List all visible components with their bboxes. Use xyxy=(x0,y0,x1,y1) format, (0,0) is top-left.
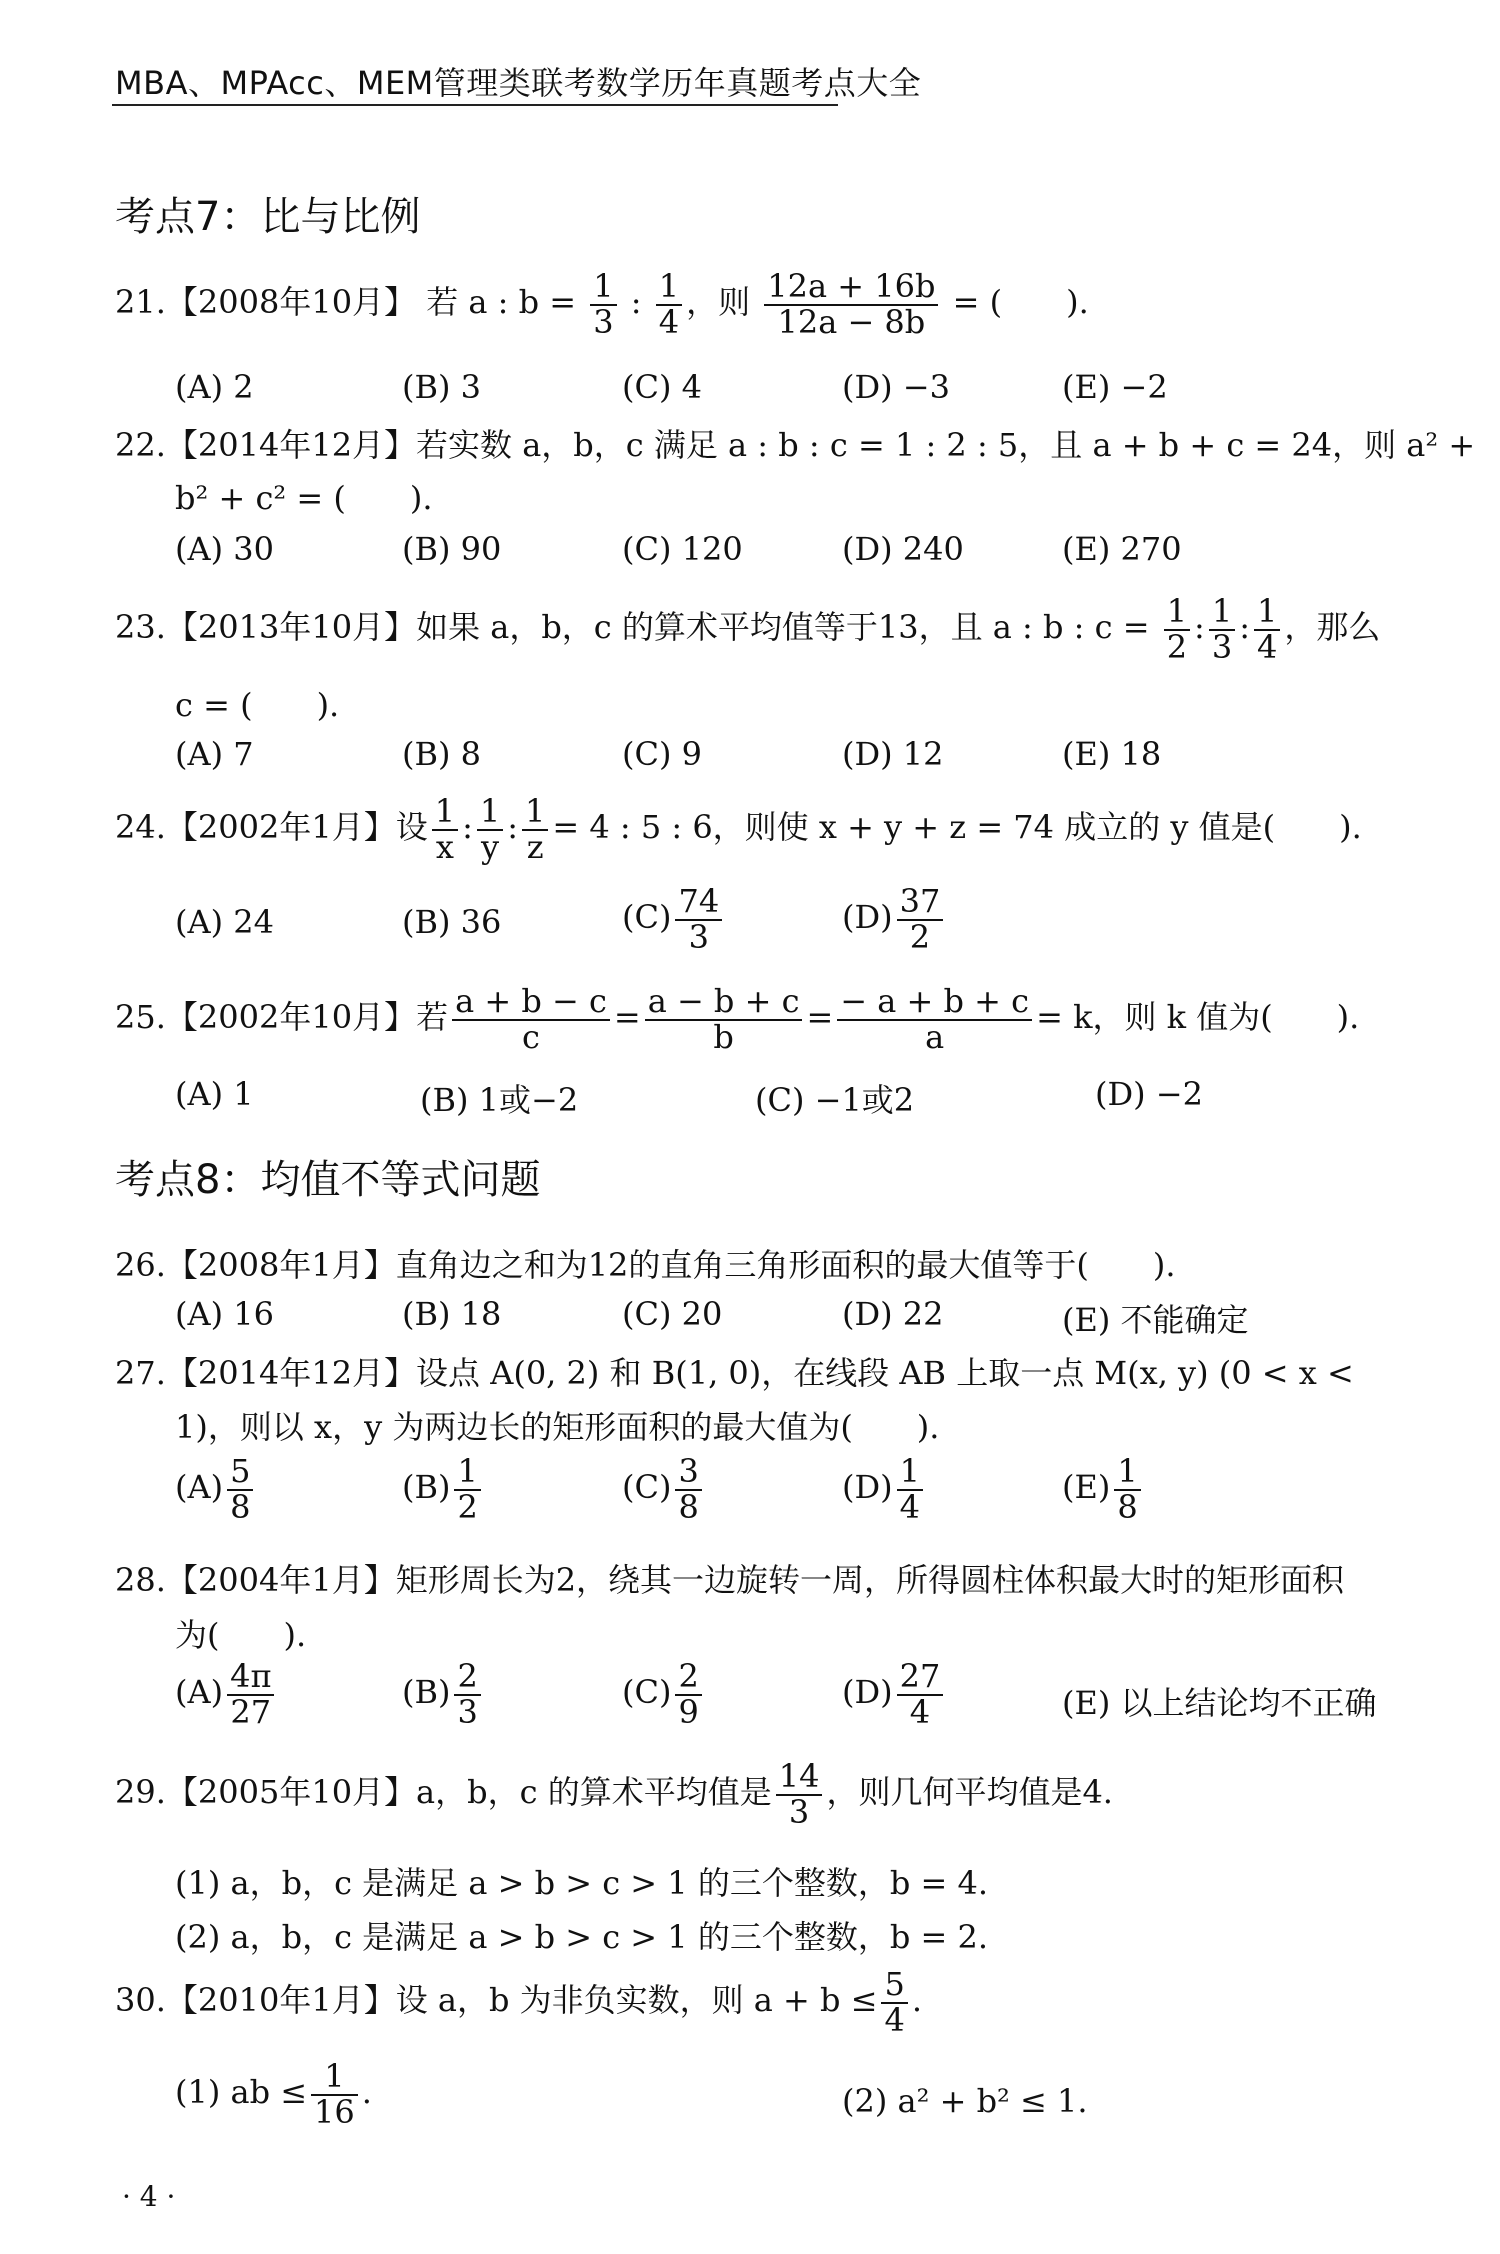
q25-frac3: $\frac{- a + b + c}{a}$ xyxy=(837,985,1032,1054)
question-30: 30.【2010年1月】设 a，b 为非负实数，则 a + b ≤ $\frac{5}{4}$ . xyxy=(115,1965,923,2039)
q23-frac3: $\frac{1}{4}$ xyxy=(1254,595,1280,664)
q23-option-c[interactable]: (C) 9 xyxy=(622,735,702,773)
q28-option-e[interactable]: (E) 以上结论均不正确 xyxy=(1062,1684,1377,1722)
q21-end: = ( ). xyxy=(952,283,1089,322)
q21-frac1: $\frac{1}{3}$ xyxy=(590,270,616,339)
q26-options xyxy=(175,1295,1435,1355)
question-24: 24.【2002年1月】设 $\frac{1}{x}$ : $\frac{1}{y}$ : $\frac{1}{z}$ = 4 : 5 : 6，则使 x + y + z = 74 成立的 y 值是( ). xyxy=(115,792,1362,866)
q26-option-b[interactable]: (B) 18 xyxy=(402,1295,502,1333)
section-heading-7: 考点7：比与比例 xyxy=(115,194,421,240)
q21-frac3: $\frac{12a + 16b}{12a - 8b}$ xyxy=(764,270,938,339)
q27-option-c[interactable]: (C) $\frac{3}{8}$ xyxy=(622,1455,706,1524)
question-25: 25.【2002年10月】若 $\frac{a + b - c}{c}$ = $\frac{a - b + c}{b}$ = $\frac{- a + b + c}{a}$ = k，则 k 值为( ). xyxy=(115,982,1360,1056)
q24-options xyxy=(175,882,1435,965)
q23-frac2: $\frac{1}{3}$ xyxy=(1209,595,1235,664)
question-22: 22.【2014年12月】若实数 a，b，c 满足 a : b : c = 1 : 2 : 5，且 a + b + c = 24，则 a² + xyxy=(115,426,1476,464)
q25-option-a[interactable]: (A) 1 xyxy=(175,1075,254,1113)
q26-option-a[interactable]: (A) 16 xyxy=(175,1295,274,1333)
q25-frac1: $\frac{a + b - c}{c}$ xyxy=(452,985,610,1054)
q28-option-b[interactable]: (B) $\frac{2}{3}$ xyxy=(402,1660,485,1729)
q24-frac1: $\frac{1}{x}$ xyxy=(432,795,458,864)
q28-option-d[interactable]: (D) $\frac{27}{4}$ xyxy=(842,1660,947,1729)
q24-frac3: $\frac{1}{z}$ xyxy=(522,795,548,864)
q23-option-a[interactable]: (A) 7 xyxy=(175,735,254,773)
q23-frac1: $\frac{1}{2}$ xyxy=(1164,595,1190,664)
q24-option-c[interactable]: (C) $\frac{74}{3}$ xyxy=(622,885,726,954)
q23-options xyxy=(175,735,1435,795)
q22-option-e[interactable]: (E) 270 xyxy=(1062,530,1182,568)
q25-option-d[interactable]: (D) −2 xyxy=(1095,1075,1203,1113)
q21-options xyxy=(175,368,1435,428)
q24-option-d[interactable]: (D) $\frac{37}{2}$ xyxy=(842,885,947,954)
page-number: · 4 · xyxy=(122,2180,176,2213)
q26-option-c[interactable]: (C) 20 xyxy=(622,1295,723,1333)
header-rule xyxy=(112,104,838,106)
question-28-line2: 为( ). xyxy=(175,1616,307,1654)
q28-option-a[interactable]: (A) $\frac{4\pi}{27}$ xyxy=(175,1660,278,1729)
q27-options xyxy=(175,1452,1435,1535)
q23-option-e[interactable]: (E) 18 xyxy=(1062,735,1162,773)
q22-options xyxy=(175,530,1435,590)
q21-num: 21. xyxy=(115,283,166,322)
question-22-line2: b² + c² = ( ). xyxy=(175,479,433,517)
q21-option-c[interactable]: (C) 4 xyxy=(622,368,702,406)
q21-option-e[interactable]: (E) −2 xyxy=(1062,368,1168,406)
running-header: MBA、MPAcc、MEM管理类联考数学历年真题考点大全 xyxy=(115,64,922,102)
question-28: 28.【2004年1月】矩形周长为2，绕其一边旋转一周，所得圆柱体积最大时的矩形面积 xyxy=(115,1561,1345,1599)
q30-condition-2: (2) a² + b² ≤ 1. xyxy=(842,2082,1088,2120)
question-27-line2: 1)，则以 x，y 为两边长的矩形面积的最大值为( ). xyxy=(175,1408,940,1446)
q25-option-c[interactable]: (C) −1或2 xyxy=(755,1081,915,1119)
q29-condition-2: (2) a，b，c 是满足 a > b > c > 1 的三个整数，b = 2. xyxy=(175,1918,988,1956)
q25-frac2: $\frac{a - b + c}{b}$ xyxy=(645,985,803,1054)
q26-option-d[interactable]: (D) 22 xyxy=(842,1295,944,1333)
q30-condition-1: (1) ab ≤ $\frac{1}{16}$ . xyxy=(175,2057,372,2131)
q21-option-a[interactable]: (A) 2 xyxy=(175,368,254,406)
q30-frac: $\frac{5}{4}$ xyxy=(881,1968,907,2037)
q28-options xyxy=(175,1657,1435,1740)
q27-option-a[interactable]: (A) $\frac{5}{8}$ xyxy=(175,1455,257,1524)
q23-option-d[interactable]: (D) 12 xyxy=(842,735,944,773)
q25-options xyxy=(175,1075,1435,1135)
q21-tag: 【2008年10月】 xyxy=(165,283,417,322)
q29-frac: $\frac{14}{3}$ xyxy=(776,1760,823,1829)
q24-option-a[interactable]: (A) 24 xyxy=(175,903,274,941)
q23-option-b[interactable]: (B) 8 xyxy=(402,735,482,773)
q22-option-c[interactable]: (C) 120 xyxy=(622,530,743,568)
q29-condition-1: (1) a，b，c 是满足 a > b > c > 1 的三个整数，b = 4. xyxy=(175,1864,988,1902)
q25-option-b[interactable]: (B) 1或−2 xyxy=(420,1081,579,1119)
question-23: 23.【2013年10月】如果 a，b，c 的算术平均值等于13，且 a : b : c = $\frac{1}{2}$ : $\frac{1}{3}$ : $\frac{1}{4}$ ，那么 xyxy=(115,592,1381,666)
q27-option-b[interactable]: (B) $\frac{1}{2}$ xyxy=(402,1455,485,1524)
question-27: 27.【2014年12月】设点 A(0, 2) 和 B(1, 0)，在线段 AB 上取一点 M(x, y) (0 < x < xyxy=(115,1354,1354,1392)
question-21: 21.【2008年10月】 若 a : b = $\frac{1}{3}$ : $\frac{1}{4}$ ，则 $\frac{12a + 16b}{12a - 8b}$ = ( ). xyxy=(115,267,1089,341)
q22-option-b[interactable]: (B) 90 xyxy=(402,530,502,568)
q21-text: 若 a : b = xyxy=(426,283,587,322)
q22-option-a[interactable]: (A) 30 xyxy=(175,530,274,568)
q22-option-d[interactable]: (D) 240 xyxy=(842,530,964,568)
question-23-line2: c = ( ). xyxy=(175,686,340,724)
q21-frac2: $\frac{1}{4}$ xyxy=(656,270,682,339)
question-26: 26.【2008年1月】直角边之和为12的直角三角形面积的最大值等于( ). xyxy=(115,1246,1176,1284)
q26-option-e[interactable]: (E) 不能确定 xyxy=(1062,1301,1249,1339)
section-heading-8: 考点8：均值不等式问题 xyxy=(115,1157,541,1203)
q28-option-c[interactable]: (C) $\frac{2}{9}$ xyxy=(622,1660,706,1729)
q21-option-d[interactable]: (D) −3 xyxy=(842,368,950,406)
q21-option-b[interactable]: (B) 3 xyxy=(402,368,482,406)
q27-option-d[interactable]: (D) $\frac{1}{4}$ xyxy=(842,1455,927,1524)
q24-option-b[interactable]: (B) 36 xyxy=(402,903,502,941)
question-29: 29.【2005年10月】a，b，c 的算术平均值是 $\frac{14}{3}$ ，则几何平均值是4. xyxy=(115,1757,1113,1831)
q27-option-e[interactable]: (E) $\frac{1}{8}$ xyxy=(1062,1455,1145,1524)
q24-frac2: $\frac{1}{y}$ xyxy=(477,795,503,864)
